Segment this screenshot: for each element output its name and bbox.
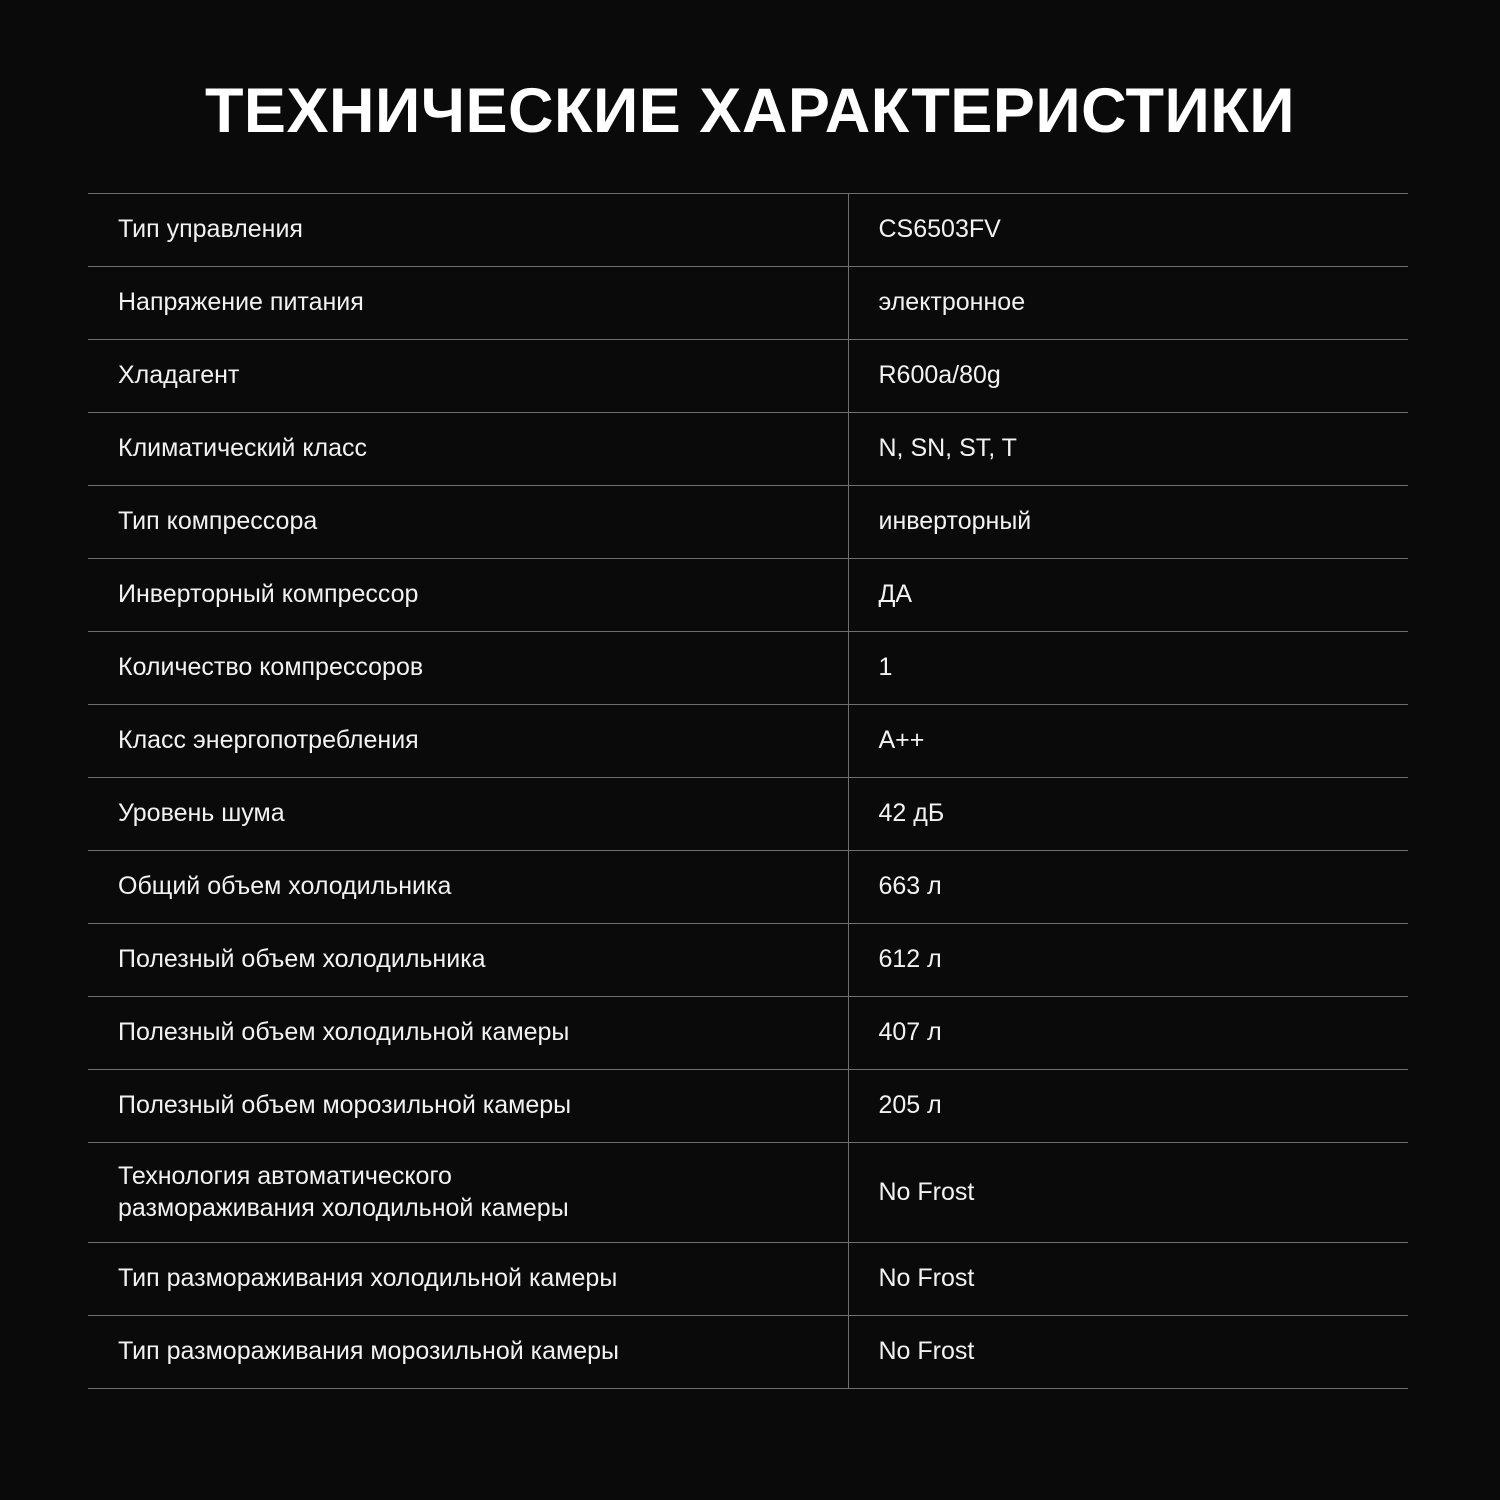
spec-value: No Frost	[878, 1264, 975, 1293]
spec-label: Полезный объем морозильной камеры	[88, 1070, 848, 1143]
spec-label: Класс энергопотребления	[88, 705, 848, 778]
table-row	[88, 632, 1408, 705]
table-row	[88, 1070, 1408, 1143]
table-row	[88, 851, 1408, 924]
table-row	[88, 559, 1408, 632]
table-row	[88, 194, 1408, 267]
spec-value: 407 л	[878, 1018, 942, 1047]
spec-value: No Frost	[878, 1177, 975, 1206]
spec-label: Тип размораживания холодильной камеры	[88, 1243, 848, 1316]
spec-label: Тип размораживания морозильной камеры	[88, 1316, 848, 1389]
table-row	[88, 267, 1408, 340]
spec-label	[88, 1143, 848, 1243]
table-row	[88, 1243, 1408, 1316]
table-row	[88, 486, 1408, 559]
spec-value: электронное	[878, 288, 1026, 317]
spec-value: CS6503FV	[878, 215, 1001, 244]
spec-value: R600a/80g	[878, 361, 1001, 390]
spec-label: Полезный объем холодильной камеры	[88, 997, 848, 1070]
spec-label: Количество компрессоров	[88, 632, 848, 705]
spec-value: 1	[878, 653, 893, 682]
spec-value: No Frost	[878, 1337, 975, 1366]
page-title: ТЕХНИЧЕСКИЕ ХАРАКТЕРИСТИКИ	[204, 76, 1296, 146]
spec-label: Общий объем холодильника	[88, 851, 848, 924]
spec-value: 663 л	[878, 872, 942, 901]
spec-value: ДА	[878, 580, 913, 609]
table-row	[88, 1316, 1408, 1389]
spec-label-line-1: Технология автоматического	[118, 1162, 452, 1191]
spec-label: Тип компрессора	[88, 486, 848, 559]
spec-value: N, SN, ST, T	[878, 434, 1017, 463]
table-row	[88, 413, 1408, 486]
spec-label: Инверторный компрессор	[88, 559, 848, 632]
spec-value: инверторный	[878, 507, 1032, 536]
spec-value: A++	[878, 726, 925, 755]
spec-label: Тип управления	[88, 194, 848, 267]
spec-label: Хладагент	[88, 340, 848, 413]
spec-label: Климатический класс	[88, 413, 848, 486]
spec-value: 42 дБ	[878, 799, 945, 828]
table-row	[88, 924, 1408, 997]
table-row	[88, 778, 1408, 851]
table-row	[88, 340, 1408, 413]
spec-label: Уровень шума	[88, 778, 848, 851]
specifications-table	[88, 193, 1408, 1389]
table-row	[88, 705, 1408, 778]
spec-label: Напряжение питания	[88, 267, 848, 340]
table-row	[88, 997, 1408, 1070]
spec-value: 205 л	[878, 1091, 942, 1120]
spec-label: Полезный объем холодильника	[88, 924, 848, 997]
spec-label-line-2: размораживания холодильной камеры	[118, 1193, 569, 1222]
table-row	[88, 1143, 1408, 1243]
spec-value: 612 л	[878, 945, 942, 974]
